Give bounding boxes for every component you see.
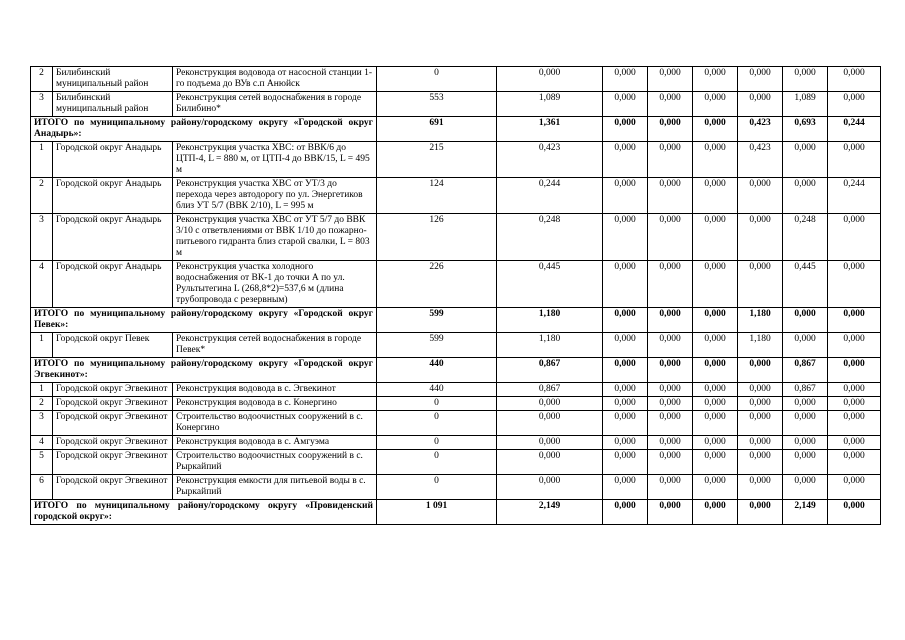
value-cell: 0,000 [693, 436, 738, 450]
row-number: 1 [31, 383, 53, 397]
row-number: 2 [31, 397, 53, 411]
value-cell: 0,000 [828, 450, 881, 475]
value-cell: 0,000 [828, 397, 881, 411]
work-description: Реконструкция сетей водоснабжения в городе Билибино* [173, 92, 377, 117]
row-number: 3 [31, 411, 53, 436]
value-cell: 0,000 [603, 358, 648, 383]
value-cell: 0,000 [783, 397, 828, 411]
value-cell: 0 [377, 397, 497, 411]
table-row [31, 475, 881, 500]
work-description: Реконструкция водовода в с. Конергино [173, 397, 377, 411]
value-cell: 1,180 [738, 333, 783, 358]
work-description: Строительство водоочистных сооружений в с. Конергино [173, 411, 377, 436]
value-cell: 0,000 [497, 67, 603, 92]
value-cell: 0,000 [693, 117, 738, 142]
value-cell: 0,000 [828, 436, 881, 450]
value-cell: 0,000 [497, 397, 603, 411]
work-description: Строительство водоочистных сооружений в с. Рыркайпий [173, 450, 377, 475]
value-cell: 0,445 [497, 261, 603, 308]
value-cell: 2,149 [497, 500, 603, 525]
table-row [31, 411, 881, 436]
value-cell: 0,000 [828, 358, 881, 383]
value-cell: 0,000 [603, 475, 648, 500]
value-cell: 1,180 [497, 333, 603, 358]
total-label: ИТОГО по муниципальному району/городскому округу «Городской округ Эгвекинот»: [31, 358, 377, 383]
value-cell: 1,180 [738, 308, 783, 333]
work-description: Реконструкция участка ХВС от УТ/3 до перехода через автодорогу по ул. Энергетиков близ УТ 5/7 (ВВК 2/10), L = 995 м [173, 178, 377, 214]
value-cell: 0,000 [693, 383, 738, 397]
district-name: Городской округ Певек [53, 333, 173, 358]
value-cell: 0,000 [693, 67, 738, 92]
value-cell: 1,180 [497, 308, 603, 333]
value-cell: 0,000 [828, 261, 881, 308]
district-name: Городской округ Эгвекинот [53, 397, 173, 411]
value-cell: 0,000 [648, 397, 693, 411]
value-cell: 0,000 [738, 450, 783, 475]
work-description: Реконструкция емкости для питьевой воды в с. Рыркайпий [173, 475, 377, 500]
value-cell: 0,000 [603, 308, 648, 333]
district-name: Городской округ Анадырь [53, 261, 173, 308]
value-cell: 0,867 [497, 358, 603, 383]
row-number: 3 [31, 214, 53, 261]
total-row [31, 500, 881, 525]
value-cell: 0,000 [693, 411, 738, 436]
value-cell: 124 [377, 178, 497, 214]
value-cell: 0,000 [783, 308, 828, 333]
value-cell: 0,248 [497, 214, 603, 261]
work-description: Реконструкция участка холодного водоснабжения от ВК-1 до точки А по ул. Рультытегина L (268,8*2)=537,6 м (длина трубопровода с резервным) [173, 261, 377, 308]
value-cell: 0,000 [603, 397, 648, 411]
value-cell: 0,000 [693, 333, 738, 358]
value-cell: 0,000 [603, 67, 648, 92]
value-cell: 0,000 [603, 178, 648, 214]
row-number: 2 [31, 67, 53, 92]
district-name: Городской округ Анадырь [53, 178, 173, 214]
row-number: 6 [31, 475, 53, 500]
value-cell: 1 091 [377, 500, 497, 525]
value-cell: 0 [377, 436, 497, 450]
value-cell: 0,000 [603, 500, 648, 525]
value-cell: 0,867 [783, 358, 828, 383]
value-cell: 0,000 [648, 475, 693, 500]
value-cell: 0,000 [648, 411, 693, 436]
value-cell: 0,000 [738, 411, 783, 436]
value-cell: 0,000 [648, 500, 693, 525]
value-cell: 0,248 [783, 214, 828, 261]
value-cell: 440 [377, 358, 497, 383]
value-cell: 0,000 [648, 450, 693, 475]
value-cell: 0,000 [693, 450, 738, 475]
value-cell: 0,000 [603, 214, 648, 261]
work-description: Реконструкция сетей водоснабжения в городе Певек* [173, 333, 377, 358]
work-description: Реконструкция участка ХВС от УТ 5/7 до ВВК 3/10 с ответвлениями от ВВК 1/10 до пожарно-питьевого гидранта близ старой свалки, L = 803 м [173, 214, 377, 261]
value-cell: 0,000 [693, 214, 738, 261]
table-row [31, 214, 881, 261]
value-cell: 0,000 [648, 67, 693, 92]
value-cell: 0,000 [497, 436, 603, 450]
district-name: Городской округ Эгвекинот [53, 411, 173, 436]
value-cell: 0,000 [603, 92, 648, 117]
table-row [31, 67, 881, 92]
district-name: Городской округ Эгвекинот [53, 383, 173, 397]
value-cell: 1,089 [497, 92, 603, 117]
value-cell: 0,000 [783, 142, 828, 178]
table-body [31, 67, 881, 525]
value-cell: 0,000 [693, 92, 738, 117]
total-label: ИТОГО по муниципальному району/городскому округу «Провиденский городской округ»: [31, 500, 377, 525]
value-cell: 0,000 [783, 450, 828, 475]
table-row [31, 450, 881, 475]
value-cell: 0,000 [783, 436, 828, 450]
value-cell: 0,000 [738, 178, 783, 214]
value-cell: 0,000 [648, 214, 693, 261]
value-cell: 0,000 [828, 142, 881, 178]
row-number: 4 [31, 261, 53, 308]
value-cell: 0,244 [828, 117, 881, 142]
value-cell: 0,000 [783, 178, 828, 214]
value-cell: 0,000 [603, 450, 648, 475]
value-cell: 0,000 [648, 92, 693, 117]
value-cell: 0,000 [648, 117, 693, 142]
value-cell: 0,000 [648, 178, 693, 214]
row-number: 4 [31, 436, 53, 450]
district-name: Городской округ Эгвекинот [53, 450, 173, 475]
value-cell: 0,000 [603, 383, 648, 397]
value-cell: 0,000 [648, 308, 693, 333]
value-cell: 0,000 [738, 67, 783, 92]
table-row [31, 261, 881, 308]
value-cell: 440 [377, 383, 497, 397]
value-cell: 0,000 [783, 475, 828, 500]
value-cell: 0,000 [828, 475, 881, 500]
value-cell: 599 [377, 333, 497, 358]
value-cell: 0,445 [783, 261, 828, 308]
value-cell: 0,000 [603, 411, 648, 436]
district-name: Городской округ Анадырь [53, 214, 173, 261]
value-cell: 0,000 [828, 308, 881, 333]
table-row [31, 436, 881, 450]
table-row [31, 178, 881, 214]
value-cell: 0,867 [497, 383, 603, 397]
value-cell: 0,000 [783, 411, 828, 436]
value-cell: 0,000 [738, 383, 783, 397]
value-cell: 0,000 [693, 308, 738, 333]
value-cell: 0,000 [738, 436, 783, 450]
value-cell: 0,000 [783, 67, 828, 92]
value-cell: 0,423 [738, 117, 783, 142]
value-cell: 0,000 [693, 261, 738, 308]
value-cell: 0 [377, 450, 497, 475]
total-row [31, 117, 881, 142]
value-cell: 215 [377, 142, 497, 178]
district-name: Билибинский муниципальный район [53, 92, 173, 117]
value-cell: 0,000 [693, 358, 738, 383]
district-name: Городской округ Анадырь [53, 142, 173, 178]
district-name: Городской округ Эгвекинот [53, 436, 173, 450]
value-cell: 0,244 [828, 178, 881, 214]
value-cell: 0,000 [648, 333, 693, 358]
value-cell: 0,000 [693, 475, 738, 500]
document-page [30, 66, 881, 525]
value-cell: 0,000 [828, 333, 881, 358]
value-cell: 0,000 [693, 142, 738, 178]
value-cell: 126 [377, 214, 497, 261]
value-cell: 0,000 [648, 383, 693, 397]
row-number: 2 [31, 178, 53, 214]
value-cell: 0,000 [738, 214, 783, 261]
water-supply-table [30, 66, 881, 525]
value-cell: 0,000 [738, 261, 783, 308]
value-cell: 553 [377, 92, 497, 117]
value-cell: 2,149 [783, 500, 828, 525]
table-row [31, 142, 881, 178]
value-cell: 0,000 [828, 383, 881, 397]
value-cell: 0,000 [693, 178, 738, 214]
total-row [31, 358, 881, 383]
value-cell: 0,000 [603, 333, 648, 358]
table-row [31, 397, 881, 411]
value-cell: 0,000 [828, 214, 881, 261]
value-cell: 0,000 [603, 117, 648, 142]
value-cell: 0 [377, 411, 497, 436]
value-cell: 0,000 [738, 500, 783, 525]
value-cell: 0,000 [603, 142, 648, 178]
value-cell: 0,000 [648, 261, 693, 308]
row-number: 5 [31, 450, 53, 475]
table-row [31, 383, 881, 397]
value-cell: 0,000 [648, 142, 693, 178]
value-cell: 0,000 [693, 500, 738, 525]
value-cell: 599 [377, 308, 497, 333]
value-cell: 0,000 [693, 397, 738, 411]
table-row [31, 333, 881, 358]
value-cell: 0,000 [497, 475, 603, 500]
value-cell: 691 [377, 117, 497, 142]
value-cell: 0,000 [648, 358, 693, 383]
value-cell: 0,000 [828, 92, 881, 117]
value-cell: 1,361 [497, 117, 603, 142]
value-cell: 0 [377, 67, 497, 92]
work-description: Реконструкция участка ХВС: от ВВК/6 до ЦТП-4, L = 880 м, от ЦТП-4 до ВВК/15, L = 495 м [173, 142, 377, 178]
value-cell: 226 [377, 261, 497, 308]
value-cell: 0,000 [603, 436, 648, 450]
work-description: Реконструкция водовода от насосной станции 1-го подъема до ВУв с.п Анюйск [173, 67, 377, 92]
value-cell: 0,000 [828, 500, 881, 525]
value-cell: 0,244 [497, 178, 603, 214]
total-label: ИТОГО по муниципальному району/городскому округу «Городской округ Певек»: [31, 308, 377, 333]
value-cell: 0,423 [738, 142, 783, 178]
row-number: 3 [31, 92, 53, 117]
value-cell: 0,000 [497, 411, 603, 436]
value-cell: 0,693 [783, 117, 828, 142]
value-cell: 0,000 [497, 450, 603, 475]
row-number: 1 [31, 333, 53, 358]
district-name: Городской округ Эгвекинот [53, 475, 173, 500]
value-cell: 0,000 [783, 333, 828, 358]
value-cell: 0 [377, 475, 497, 500]
value-cell: 0,000 [738, 397, 783, 411]
value-cell: 0,000 [648, 436, 693, 450]
work-description: Реконструкция водовода в с. Амгуэма [173, 436, 377, 450]
value-cell: 0,000 [738, 358, 783, 383]
row-number: 1 [31, 142, 53, 178]
value-cell: 1,089 [783, 92, 828, 117]
total-label: ИТОГО по муниципальному району/городскому округу «Городской округ Анадырь»: [31, 117, 377, 142]
value-cell: 0,000 [738, 475, 783, 500]
value-cell: 0,867 [783, 383, 828, 397]
value-cell: 0,000 [828, 411, 881, 436]
work-description: Реконструкция водовода в с. Эгвекинот [173, 383, 377, 397]
value-cell: 0,423 [497, 142, 603, 178]
value-cell: 0,000 [603, 261, 648, 308]
table-row [31, 92, 881, 117]
district-name: Билибинский муниципальный район [53, 67, 173, 92]
value-cell: 0,000 [828, 67, 881, 92]
value-cell: 0,000 [738, 92, 783, 117]
total-row [31, 308, 881, 333]
